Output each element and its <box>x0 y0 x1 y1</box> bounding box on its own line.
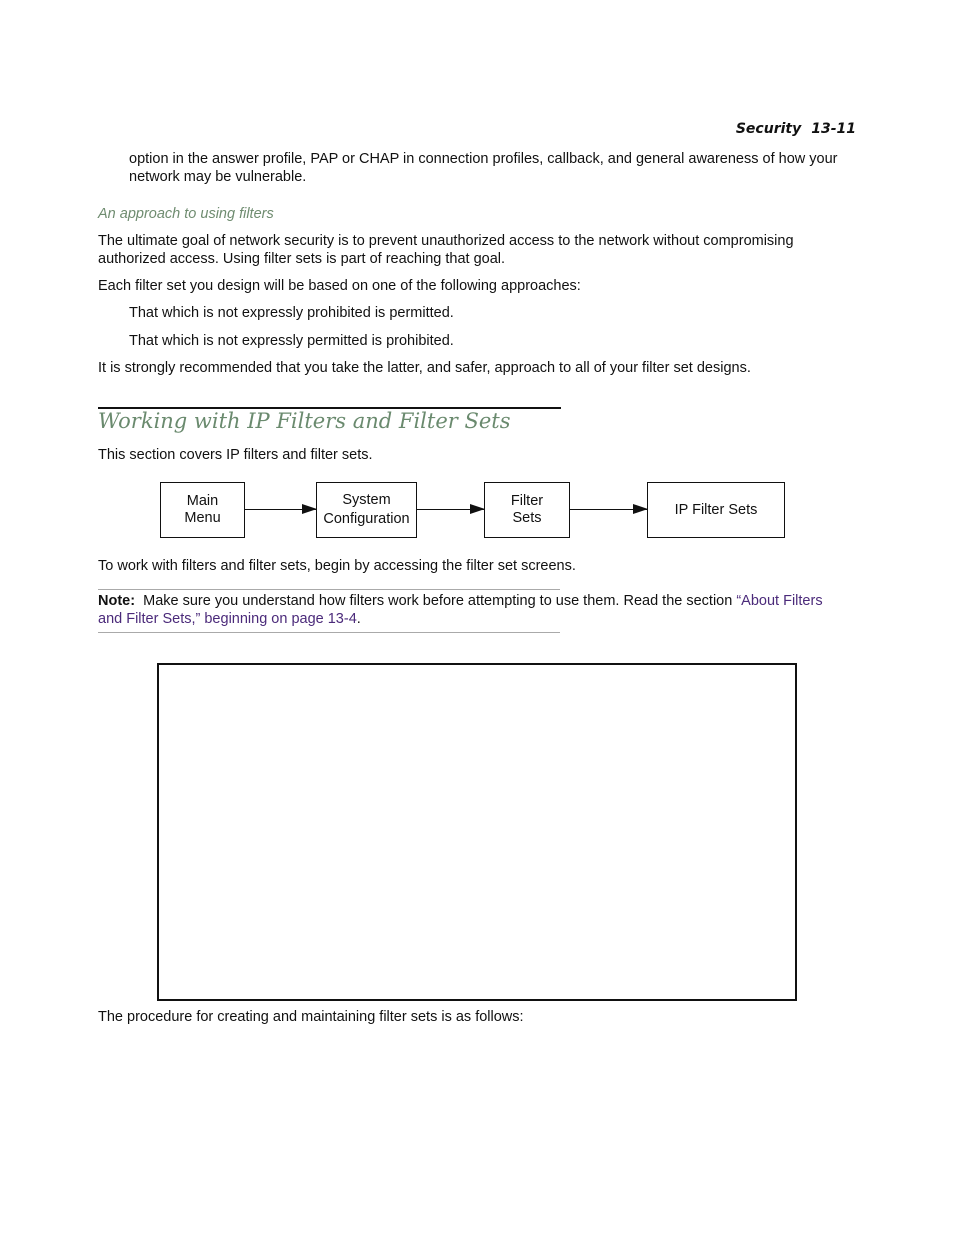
flow-box-system-configuration <box>316 482 417 538</box>
note-top-rule <box>98 589 560 590</box>
flow-arrow <box>570 509 647 510</box>
flow-box-ip-filter-sets <box>647 482 785 538</box>
note-end: . <box>356 611 361 627</box>
flow-box-filter-sets <box>484 482 570 538</box>
flow-box-label: IP Filter Sets <box>674 501 758 518</box>
approach-option-2: That which is not expressly permitted is prohibited. <box>129 333 454 349</box>
flow-box-main-menu <box>160 482 245 538</box>
approach-paragraph-1: The ultimate goal of network security is to prevent unauthorized access to the network without compromising authorized access. Using filter sets is part of reaching that goal. <box>98 233 794 267</box>
section-intro: This section covers IP filters and filter sets. <box>98 447 373 463</box>
running-header <box>600 121 856 137</box>
approach-paragraph-2: Each filter set you design will be based on one of the following approaches: <box>98 278 581 294</box>
screen-figure-frame <box>157 663 797 1001</box>
after-flow-paragraph: To work with filters and filter sets, begin by accessing the filter set screens. <box>98 558 576 574</box>
flow-box-label: Filter <box>510 493 544 509</box>
header-section: Security <box>735 121 802 137</box>
flow-box-label: Menu <box>184 510 221 526</box>
approach-option-1: That which is not expressly prohibited is permitted. <box>129 305 454 321</box>
flow-box-label: Sets <box>512 510 542 526</box>
approach-paragraph-3: It is strongly recommended that you take the latter, and safer, approach to all of your filter set designs. <box>98 360 751 376</box>
flow-box-label: System <box>342 492 391 508</box>
flow-box-label: Configuration <box>323 511 410 527</box>
header-page-number: 13-11 <box>811 121 856 137</box>
note-label: Note: <box>98 593 136 609</box>
intro-continuation: option in the answer profile, PAP or CHAP in connection profiles, callback, and general awareness of how your network may be vulnerable. <box>129 151 838 185</box>
note <box>98 592 838 628</box>
note-bottom-rule <box>98 632 560 633</box>
subheading-approach: An approach to using filters <box>98 206 274 222</box>
flow-box-label: Main <box>186 493 219 509</box>
section-title: Working with IP Filters and Filter Sets <box>98 409 511 433</box>
flow-arrow <box>417 509 484 510</box>
closing-paragraph: The procedure for creating and maintaining filter sets is as follows: <box>98 1009 524 1025</box>
note-crossref-link[interactable]: “About Filters and Filter Sets,” beginning on page 13-4 <box>98 593 823 627</box>
note-text: Make sure you understand how filters work before attempting to use them. Read the section <box>143 593 737 609</box>
flow-arrow <box>245 509 316 510</box>
